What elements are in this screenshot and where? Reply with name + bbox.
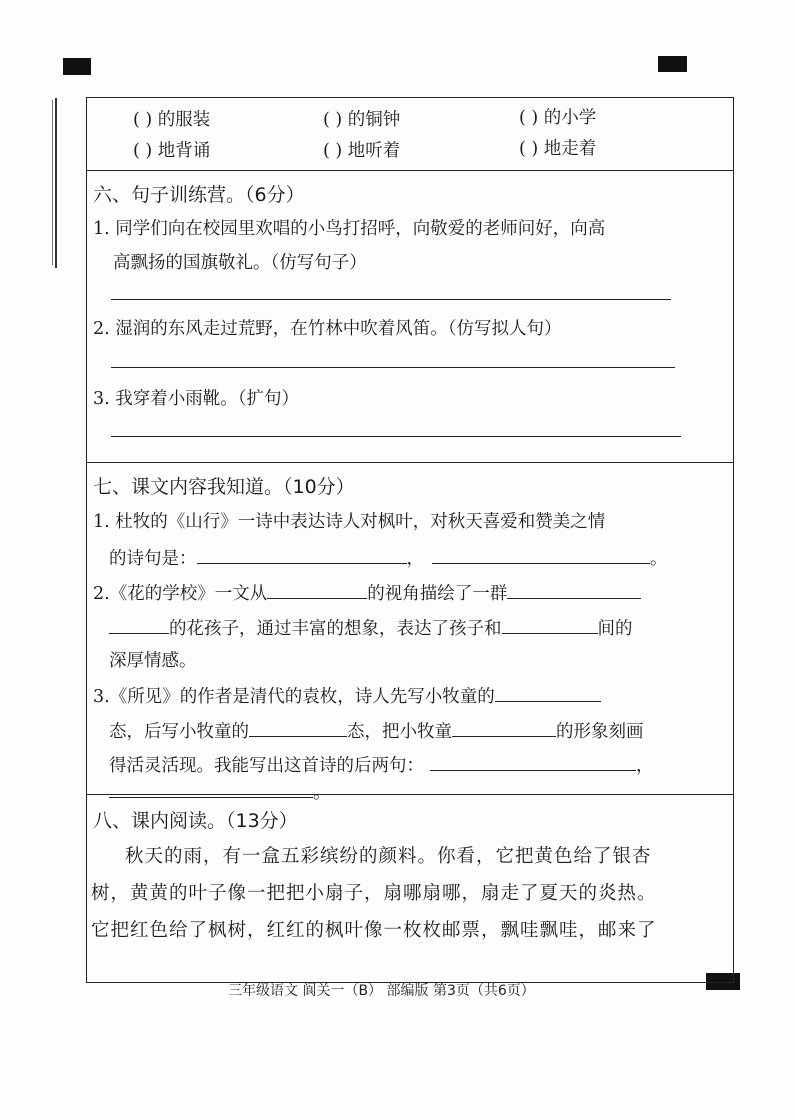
binding-line — [55, 98, 57, 268]
section-six-sentences — [87, 170, 733, 462]
fill-item-school: ( ) 的小学 — [519, 108, 597, 128]
s7-q1-prefix: 的诗句是： — [109, 549, 197, 569]
s6-question-1-line2: 高飘扬的国旗敬礼。（仿写句子） — [113, 253, 367, 273]
fill-item-recite: ( ) 地背诵 — [133, 141, 211, 161]
section-eight-title: 八、课内阅读。（13分） — [93, 810, 298, 832]
fill-item-bell: ( ) 的铜钟 — [323, 110, 401, 130]
s6-answer-line-1[interactable] — [111, 299, 671, 300]
s7-question-2-line2 — [109, 615, 633, 641]
fill-item-listen: ( ) 地听着 — [323, 141, 401, 161]
fill-item-walk: ( ) 地走着 — [519, 139, 597, 159]
s7-q3-blank-3[interactable] — [452, 718, 556, 737]
s7-q1-blank-1[interactable] — [197, 545, 407, 564]
section-five-fill-blanks — [87, 98, 733, 170]
section-eight-reading — [87, 794, 733, 984]
section-seven-text-content — [87, 462, 733, 803]
reading-line-3: 它把红色给了枫树，红红的枫叶像一枚枚邮票，飘哇飘哇，邮来了 — [91, 920, 657, 941]
s7-q2-blank-3[interactable] — [109, 615, 169, 634]
s6-question-1-line1: 1. 同学们向在校园里欢唱的小鸟打招呼，向敬爱的老师问好，向高 — [93, 219, 606, 239]
s7-question-3-line2 — [109, 718, 644, 744]
s7-q2-blank-2[interactable] — [507, 580, 641, 599]
s7-q2-text-c: 的花孩子，通过丰富的想象，表达了孩子和 — [169, 619, 502, 639]
s7-q3-blank-1[interactable] — [495, 683, 601, 702]
reading-line-1: 秋天的雨，有一盒五彩缤纷的颜料。你看，它把黄色给了银杏 — [125, 846, 652, 867]
s7-q2-blank-4[interactable] — [502, 615, 598, 634]
s7-question-1-line2 — [109, 545, 668, 571]
s7-q1-blank-2[interactable] — [432, 545, 650, 564]
s7-question-2-line1 — [93, 580, 641, 606]
s6-answer-line-2[interactable] — [111, 367, 675, 368]
exam-frame — [86, 97, 734, 983]
s7-q3-text-d: 的形象刻画 — [556, 722, 644, 742]
s7-q2-text-a: 2.《花的学校》一文从 — [93, 584, 268, 604]
s7-q2-text-b: 的视角描绘了一群 — [367, 584, 508, 604]
page-footer: 三年级语文 阆关一（B） 部编版 第3页（共6页） — [228, 983, 535, 999]
s7-q3-text-a: 3.《所见》的作者是清代的袁枚，诗人先写小牧童的 — [93, 687, 495, 707]
registration-mark-top-left — [63, 58, 91, 75]
s7-q3-blank-4[interactable] — [430, 752, 636, 771]
s6-question-2: 2. 湿润的东风走过荒野，在竹林中吹着风笛。（仿写拟人句） — [93, 319, 562, 339]
s7-q1-period: 。 — [650, 549, 668, 569]
registration-mark-top-right — [658, 56, 687, 72]
s6-answer-line-3[interactable] — [111, 436, 681, 437]
s7-q3-comma: ， — [636, 756, 654, 776]
s7-question-3-line3 — [109, 752, 654, 778]
s7-q2-blank-1[interactable] — [267, 580, 367, 599]
s7-q3-text-e: 得活灵活现。我能写出这首诗的后两句： — [109, 756, 424, 776]
binding-line-inner — [52, 100, 53, 265]
s7-q3-text-b: 态，后写小牧童的 — [109, 722, 249, 742]
s6-question-3: 3. 我穿着小雨靴。（扩句） — [93, 389, 300, 409]
s7-question-3-line1 — [93, 683, 601, 709]
s7-q2-text-d: 间的 — [597, 619, 633, 639]
s7-question-2-line3: 深厚情感。 — [109, 651, 197, 671]
reading-line-2: 树，黄黄的叶子像一把把小扇子，扇哪扇哪，扇走了夏天的炎热。 — [91, 883, 657, 904]
s7-question-1-line1: 1. 杜牧的《山行》一诗中表达诗人对枫叶，对秋天喜爱和赞美之情 — [93, 512, 606, 532]
fill-item-clothing: ( ) 的服装 — [133, 110, 211, 130]
s7-q3-blank-2[interactable] — [249, 718, 347, 737]
s7-q3-text-c: 态，把小牧童 — [347, 722, 452, 742]
section-seven-title: 七、课文内容我知道。（10分） — [93, 476, 355, 498]
section-six-title: 六、句子训练营。（6分） — [93, 184, 305, 206]
s7-q3-period: 。 — [313, 783, 331, 803]
s7-q1-comma: ， — [406, 549, 424, 569]
